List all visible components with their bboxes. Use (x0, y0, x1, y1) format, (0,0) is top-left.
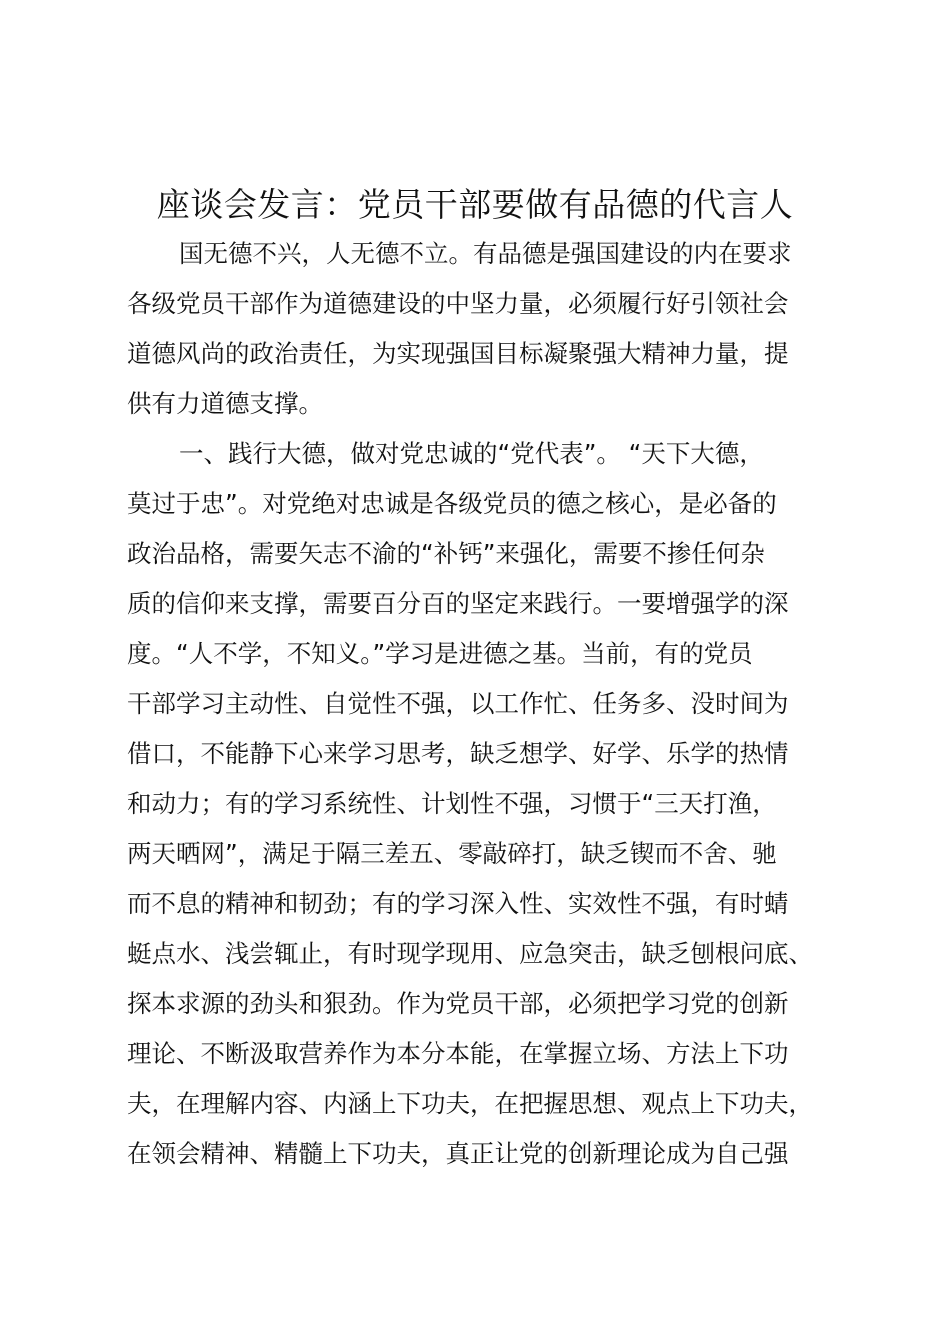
document-title: 座谈会发言：党员干部要做有品德的代言人 (156, 185, 794, 224)
text-line: 质的信仰来支撑，需要百分百的坚定来践行。一要增强学的深 (127, 589, 789, 618)
text-line: 借口，不能静下心来学习思考，缺乏想学、好学、乐学的热情 (127, 739, 789, 768)
text-line: 道德风尚的政治责任，为实现强国目标凝聚强大精神力量，提 (127, 339, 789, 368)
text-line: 和动力；有的学习系统性、计划性不强，习惯于“三天打渔， (127, 789, 777, 818)
text-line: 各级党员干部作为道德建设的中坚力量，必须履行好引领社会 (127, 289, 789, 318)
text-line: 莫过于忠”。对党绝对忠诚是各级党员的德之核心，是必备的 (127, 489, 777, 518)
text-line: 在领会精神、精髓上下功夫，真正让党的创新理论成为自己强 (127, 1139, 789, 1168)
text-line: 而不息的精神和韧劲；有的学习深入性、实效性不强，有时蜻 (127, 889, 789, 918)
text-line: 理论、不断汲取营养作为本分本能，在掌握立场、方法上下功 (127, 1039, 789, 1068)
text-line: 探本求源的劲头和狠劲。作为党员干部，必须把学习党的创新 (127, 989, 789, 1018)
text-line: 政治品格，需要矢志不渝的“补钙”来强化，需要不掺任何杂 (127, 539, 765, 568)
text-line: 两天晒网”，满足于隔三差五、零敲碎打，缺乏锲而不舍、驰 (127, 839, 777, 868)
text-line: 度。“人不学，不知义。”学习是进德之基。当前，有的党员 (127, 639, 753, 668)
text-line: 夫，在理解内容、内涵上下功夫，在把握思想、观点上下功夫， (127, 1089, 813, 1118)
text-line: 供有力道德支撑。 (127, 389, 323, 418)
text-line: 蜓点水、浅尝辄止，有时现学现用、应急突击，缺乏刨根问底、 (127, 939, 813, 968)
text-line: 国无德不兴，人无德不立。有品德是强国建设的内在要求 (179, 239, 792, 268)
text-line: 一、践行大德，做对党忠诚的“党代表”。 “天下大德， (179, 439, 764, 468)
text-line: 干部学习主动性、自觉性不强，以工作忙、任务多、没时间为 (127, 689, 789, 718)
document-body (127, 229, 847, 1179)
